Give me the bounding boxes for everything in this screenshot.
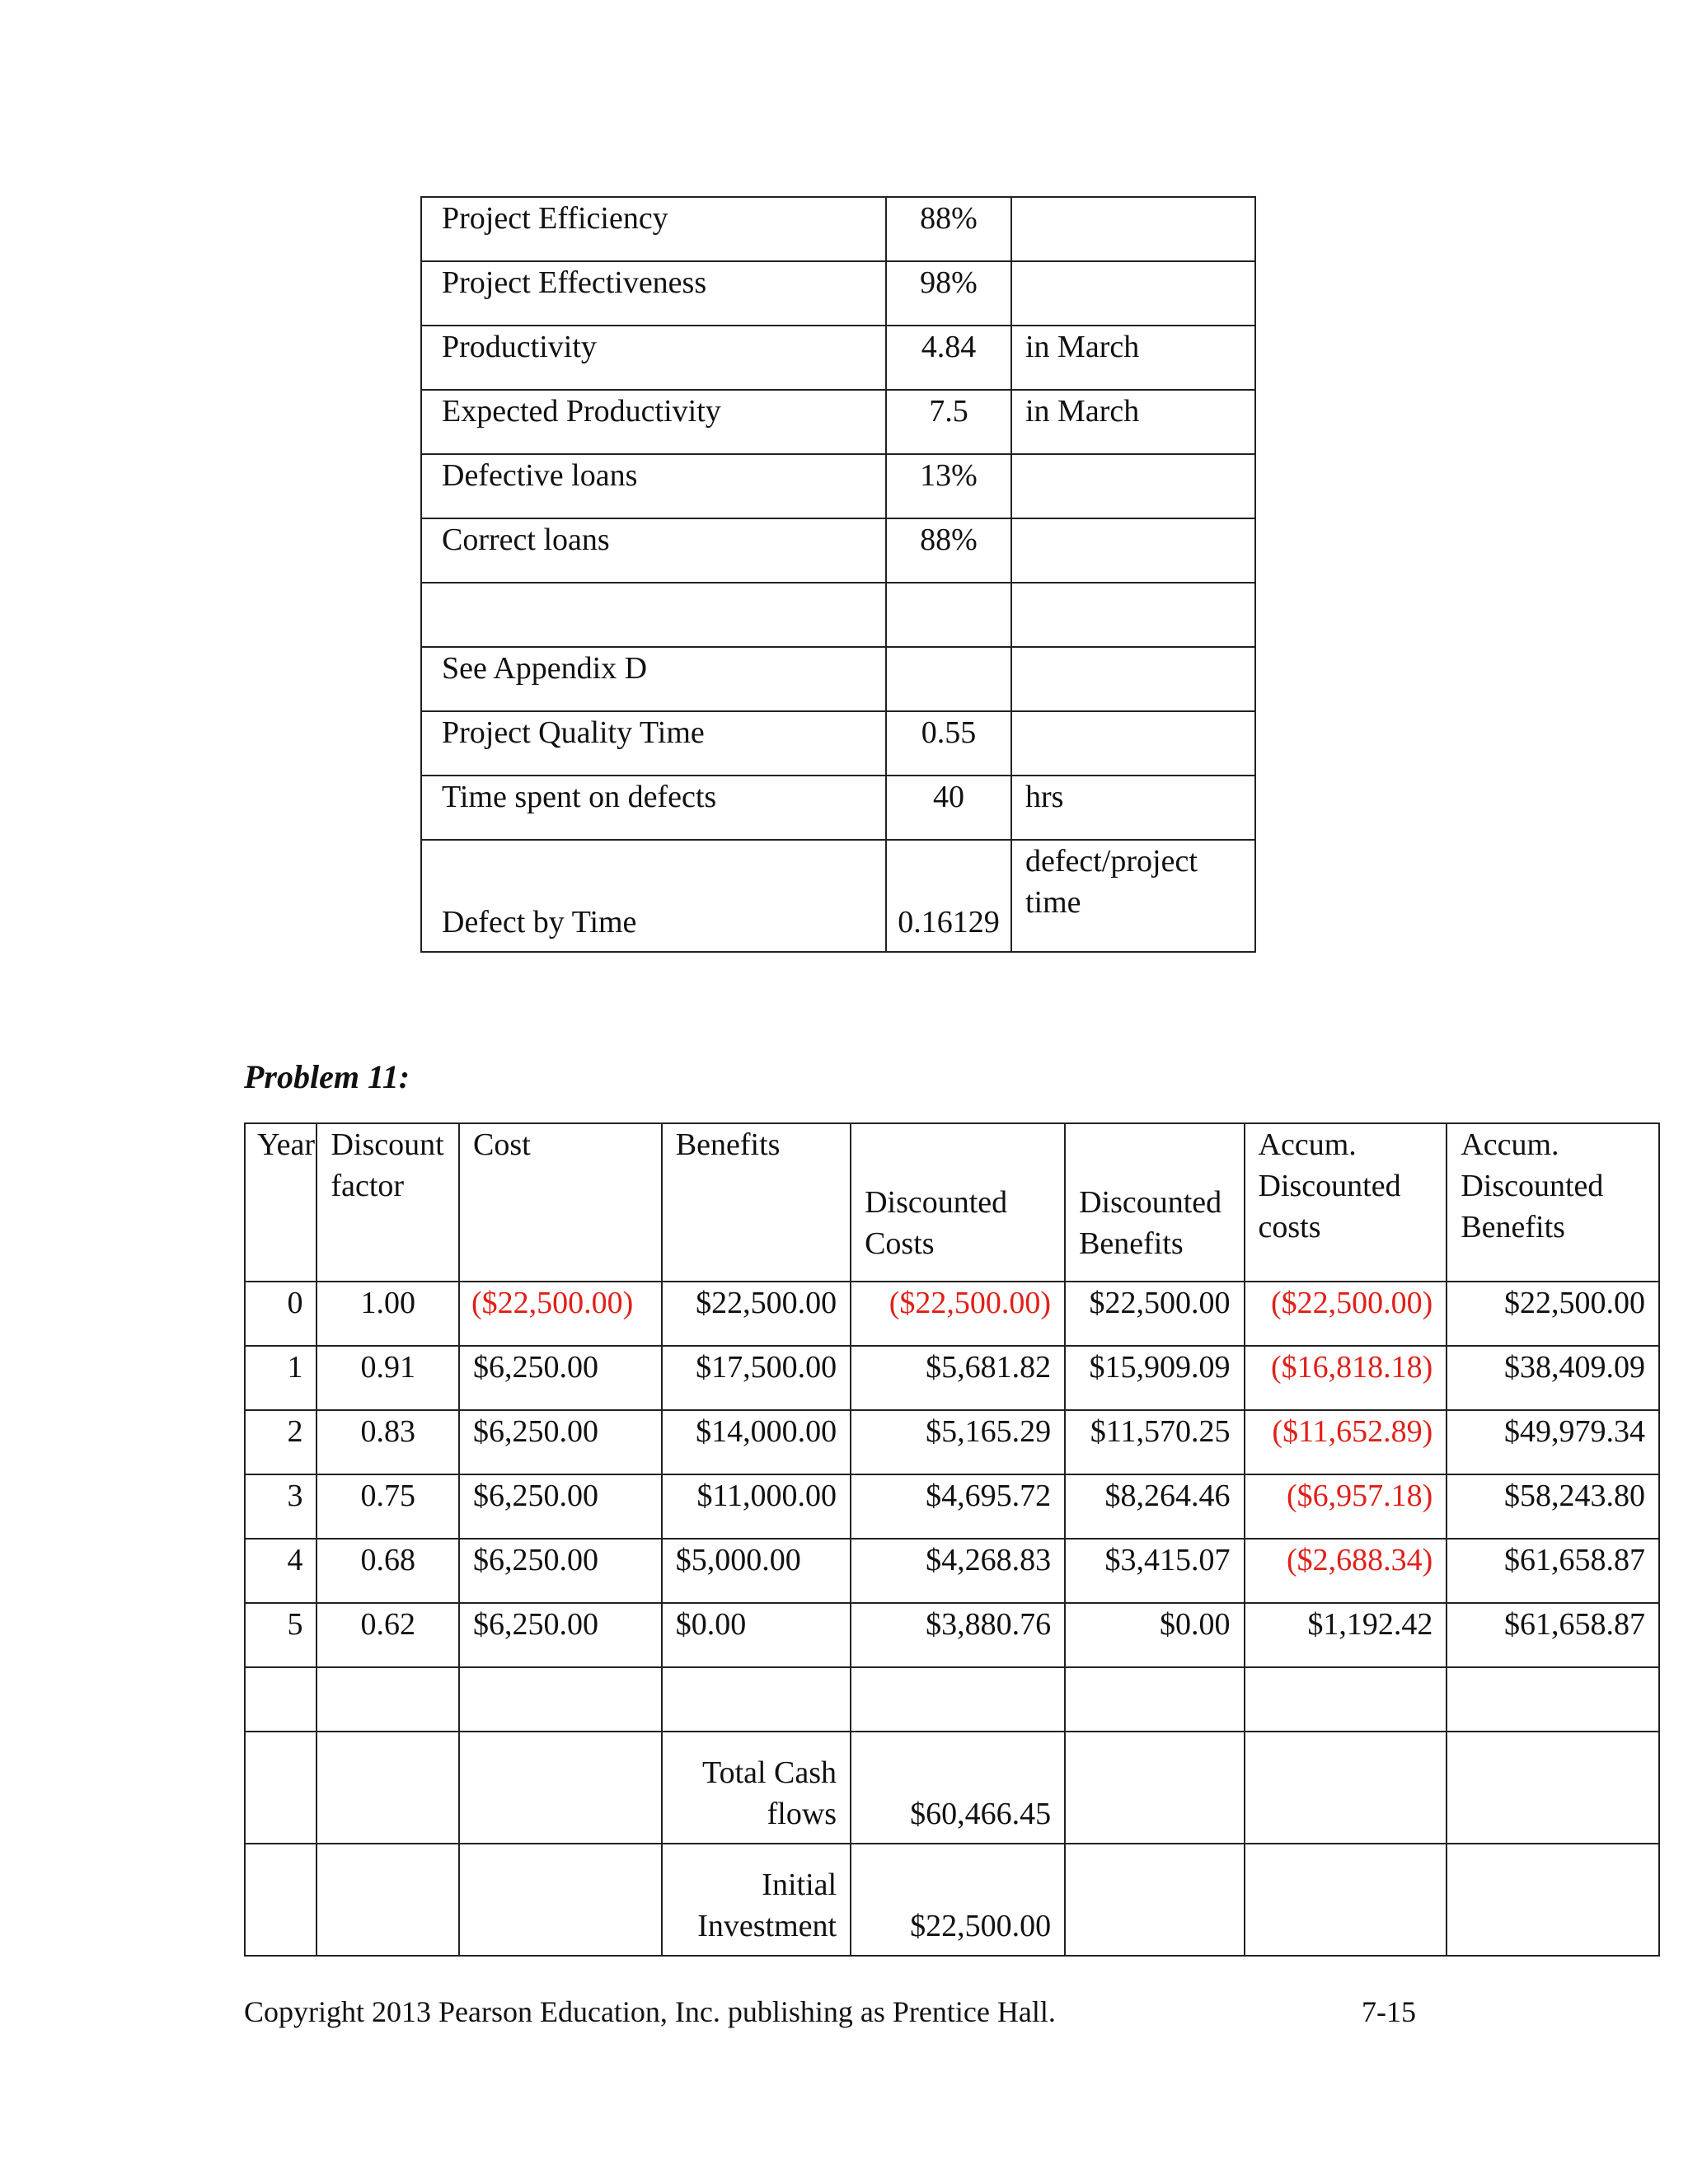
- table-row: [245, 1346, 1659, 1410]
- empty-cell: [316, 1667, 459, 1732]
- cell-accum-discounted-costs: ($11,652.89): [1245, 1410, 1447, 1474]
- table-row: [421, 647, 1255, 711]
- footer-copyright: Copyright 2013 Pearson Education, Inc. publishing as Prentice Hall.: [244, 1995, 1056, 2028]
- cell-accum-discounted-costs: ($2,688.34): [1245, 1539, 1447, 1603]
- empty-cell: [851, 1667, 1065, 1732]
- metric-note: [1011, 454, 1255, 518]
- metric-value: 88%: [886, 197, 1011, 261]
- metric-label: Time spent on defects: [421, 776, 886, 840]
- header-line: Benefits: [1079, 1226, 1184, 1261]
- metric-note: hrs: [1011, 776, 1255, 840]
- cell-discounted-benefits: $3,415.07: [1065, 1539, 1244, 1603]
- cell-discounted-benefits: $11,570.25: [1065, 1410, 1244, 1474]
- table-row: [421, 197, 1255, 261]
- metrics-table: [420, 196, 1256, 953]
- cell-accum-discounted-costs: ($6,957.18): [1245, 1474, 1447, 1539]
- cell-benefits: $14,000.00: [662, 1410, 851, 1474]
- initial-investment-row: [245, 1844, 1659, 1956]
- header-discounted-costs: [851, 1123, 1065, 1282]
- empty-cell: [459, 1844, 662, 1956]
- cell-cost: $6,250.00: [459, 1474, 662, 1539]
- table-row: [421, 326, 1255, 390]
- problem-heading: Problem 11:: [244, 1058, 410, 1095]
- cell-discounted-benefits: $22,500.00: [1065, 1282, 1244, 1346]
- metric-label: Project Efficiency: [421, 197, 886, 261]
- header-year: Year: [245, 1123, 316, 1282]
- empty-cell: [316, 1844, 459, 1956]
- cell-discounted-costs: $5,681.82: [851, 1346, 1065, 1410]
- cell-accum-discounted-benefits: $38,409.09: [1447, 1346, 1659, 1410]
- metric-note-line: time: [1025, 885, 1081, 920]
- empty-cell: [245, 1732, 316, 1844]
- metric-label: Project Quality Time: [421, 711, 886, 776]
- cell-cost: $6,250.00: [459, 1410, 662, 1474]
- header-line: Costs: [865, 1226, 935, 1261]
- header-line: costs: [1258, 1210, 1321, 1244]
- label-line: Total Cash: [702, 1755, 837, 1790]
- metric-value: 88%: [886, 518, 1011, 583]
- metric-note: in March: [1011, 326, 1255, 390]
- table-row: [245, 1282, 1659, 1346]
- cell-discounted-costs: $4,695.72: [851, 1474, 1065, 1539]
- cell-year: 5: [245, 1603, 316, 1667]
- empty-cell: [1447, 1732, 1659, 1844]
- table-row: [421, 261, 1255, 326]
- empty-cell: [245, 1844, 316, 1956]
- header-line: factor: [331, 1169, 405, 1203]
- empty-cell: [316, 1732, 459, 1844]
- metric-note: [1011, 261, 1255, 326]
- metric-label: Project Effectiveness: [421, 261, 886, 326]
- metric-value: 0.16129: [886, 840, 1011, 952]
- header-line: Discounted: [865, 1185, 1008, 1220]
- header-discounted-benefits: [1065, 1123, 1244, 1282]
- table-row: [245, 1539, 1659, 1603]
- metric-label: [421, 583, 886, 647]
- cell-benefits: $0.00: [662, 1603, 851, 1667]
- empty-cell: [662, 1667, 851, 1732]
- metric-value: [886, 647, 1011, 711]
- table-row: [421, 840, 1255, 952]
- cell-accum-discounted-benefits: $61,658.87: [1447, 1603, 1659, 1667]
- metric-note: [1011, 197, 1255, 261]
- table-row: [421, 390, 1255, 454]
- total-cash-flows-value: $60,466.45: [851, 1732, 1065, 1844]
- cell-discounted-benefits: $0.00: [1065, 1603, 1244, 1667]
- label-line: Initial: [762, 1868, 837, 1902]
- cell-accum-discounted-costs: $1,192.42: [1245, 1603, 1447, 1667]
- empty-cell: [1447, 1667, 1659, 1732]
- metric-note: in March: [1011, 390, 1255, 454]
- label-line: Investment: [697, 1909, 837, 1943]
- cell-discounted-benefits: $8,264.46: [1065, 1474, 1244, 1539]
- problem11-table: [244, 1122, 1660, 1957]
- cell-accum-discounted-costs: ($16,818.18): [1245, 1346, 1447, 1410]
- page-number: 7-15: [1362, 1995, 1416, 2028]
- cell-cost: $6,250.00: [459, 1346, 662, 1410]
- header-cost: Cost: [459, 1123, 662, 1282]
- metric-label: See Appendix D: [421, 647, 886, 711]
- cell-accum-discounted-benefits: $61,658.87: [1447, 1539, 1659, 1603]
- cell-discounted-costs: $5,165.29: [851, 1410, 1065, 1474]
- cell-year: 0: [245, 1282, 316, 1346]
- header-discount-factor: [316, 1123, 459, 1282]
- metric-value: 7.5: [886, 390, 1011, 454]
- header-line: Benefits: [1461, 1210, 1565, 1244]
- header-line: Discounted: [1079, 1185, 1222, 1220]
- cell-year: 3: [245, 1474, 316, 1539]
- table-row: [245, 1410, 1659, 1474]
- header-line: Discounted: [1258, 1169, 1401, 1203]
- metric-value: [886, 583, 1011, 647]
- metric-value: 40: [886, 776, 1011, 840]
- cell-discount-factor: 0.83: [316, 1410, 459, 1474]
- metric-note: [1011, 711, 1255, 776]
- cell-benefits: $22,500.00: [662, 1282, 851, 1346]
- header-accum-discounted-benefits: [1447, 1123, 1659, 1282]
- metric-label: Correct loans: [421, 518, 886, 583]
- cell-discount-factor: 0.62: [316, 1603, 459, 1667]
- total-cash-flows-label: [662, 1732, 851, 1844]
- cell-accum-discounted-benefits: $22,500.00: [1447, 1282, 1659, 1346]
- cell-discounted-costs: $4,268.83: [851, 1539, 1065, 1603]
- cell-discount-factor: 0.75: [316, 1474, 459, 1539]
- cell-year: 2: [245, 1410, 316, 1474]
- cell-accum-discounted-benefits: $49,979.34: [1447, 1410, 1659, 1474]
- metric-value: 13%: [886, 454, 1011, 518]
- initial-investment-label: [662, 1844, 851, 1956]
- metric-value: 4.84: [886, 326, 1011, 390]
- header-line: Accum.: [1461, 1127, 1559, 1162]
- cell-benefits: $17,500.00: [662, 1346, 851, 1410]
- metric-label: Productivity: [421, 326, 886, 390]
- header-line: Accum.: [1258, 1127, 1357, 1162]
- metric-note: [1011, 840, 1255, 952]
- cell-benefits: $11,000.00: [662, 1474, 851, 1539]
- empty-row: [245, 1667, 1659, 1732]
- table-row: [245, 1603, 1659, 1667]
- metric-label: Defect by Time: [421, 840, 886, 952]
- table-row: [421, 454, 1255, 518]
- cell-discount-factor: 1.00: [316, 1282, 459, 1346]
- table-row: [421, 776, 1255, 840]
- cell-benefits: $5,000.00: [662, 1539, 851, 1603]
- table-row: [421, 518, 1255, 583]
- metric-label: Defective loans: [421, 454, 886, 518]
- header-benefits: Benefits: [662, 1123, 851, 1282]
- metric-note: [1011, 583, 1255, 647]
- metric-note: [1011, 518, 1255, 583]
- empty-cell: [1447, 1844, 1659, 1956]
- label-line: flows: [767, 1797, 837, 1831]
- empty-cell: [459, 1667, 662, 1732]
- initial-investment-value: $22,500.00: [851, 1844, 1065, 1956]
- cell-year: 1: [245, 1346, 316, 1410]
- total-cash-flows-row: [245, 1732, 1659, 1844]
- cell-cost: $6,250.00: [459, 1539, 662, 1603]
- cell-discounted-costs: ($22,500.00): [851, 1282, 1065, 1346]
- metric-note-line: defect/project: [1025, 844, 1198, 879]
- metric-value: 98%: [886, 261, 1011, 326]
- table-row: [421, 711, 1255, 776]
- empty-cell: [1245, 1844, 1447, 1956]
- empty-cell: [1245, 1732, 1447, 1844]
- header-line: Discount: [331, 1127, 444, 1162]
- empty-cell: [459, 1732, 662, 1844]
- empty-cell: [1065, 1844, 1244, 1956]
- table-header-row: [245, 1123, 1659, 1282]
- cell-year: 4: [245, 1539, 316, 1603]
- table-row: [245, 1474, 1659, 1539]
- cell-discounted-benefits: $15,909.09: [1065, 1346, 1244, 1410]
- empty-cell: [1245, 1667, 1447, 1732]
- empty-cell: [245, 1667, 316, 1732]
- cell-accum-discounted-benefits: $58,243.80: [1447, 1474, 1659, 1539]
- empty-cell: [1065, 1667, 1244, 1732]
- cell-discount-factor: 0.68: [316, 1539, 459, 1603]
- cell-cost: ($22,500.00): [459, 1282, 662, 1346]
- header-line: Discounted: [1461, 1169, 1604, 1203]
- cell-cost: $6,250.00: [459, 1603, 662, 1667]
- metric-value: 0.55: [886, 711, 1011, 776]
- cell-discount-factor: 0.91: [316, 1346, 459, 1410]
- header-accum-discounted-costs: [1245, 1123, 1447, 1282]
- metric-note: [1011, 647, 1255, 711]
- cell-discounted-costs: $3,880.76: [851, 1603, 1065, 1667]
- metric-label: Expected Productivity: [421, 390, 886, 454]
- empty-cell: [1065, 1732, 1244, 1844]
- cell-accum-discounted-costs: ($22,500.00): [1245, 1282, 1447, 1346]
- table-row: [421, 583, 1255, 647]
